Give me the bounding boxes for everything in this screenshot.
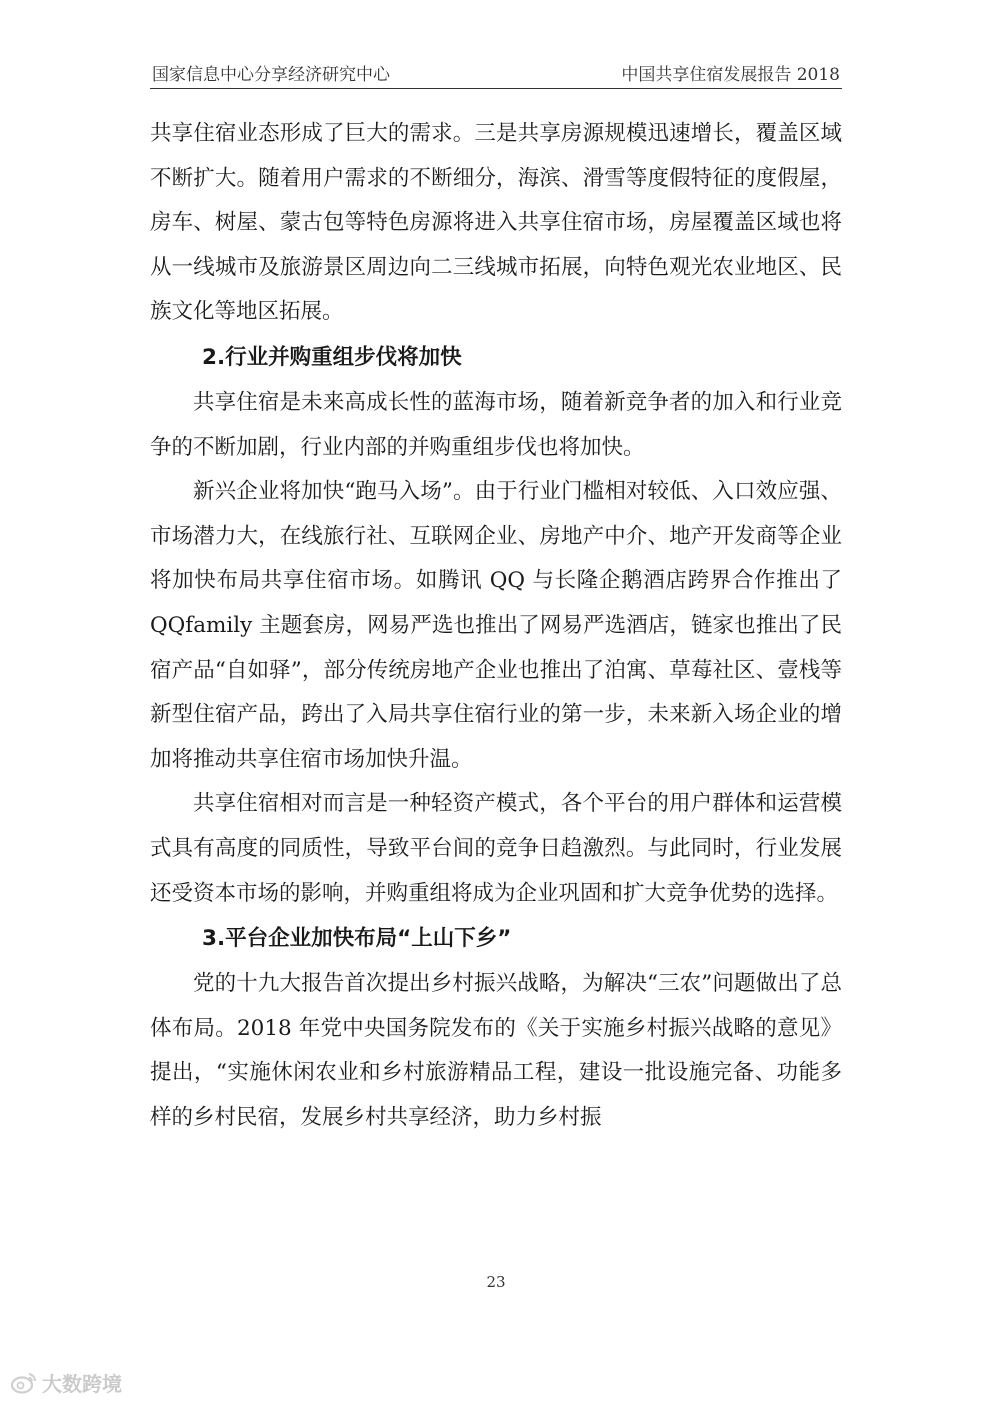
section-heading-2: 2.行业并购重组步伐将加快	[202, 344, 462, 370]
paragraph-5: 党的十九大报告首次提出乡村振兴战略，为解决“三农”问题做出了总体布局。2018 年党中央国务院发布的《关于实施乡村振兴战略的意见》提出，“实施休闲农业和乡村旅游精品工程，建设一批设施完备、功能多样的乡村民宿，发展乡村共享经济，助力乡村振	[150, 971, 842, 1130]
paragraph-4: 共享住宿相对而言是一种轻资产模式，各个平台的用户群体和运营模式具有高度的同质性，导致平台间的竞争日趋激烈。与此同时，行业发展还受资本市场的影响，并购重组将成为企业巩固和扩大竞争优势的选择。	[150, 791, 842, 906]
section-heading-3: 3.平台企业加快布局“上山下乡”	[202, 926, 512, 952]
weibo-logo-icon	[10, 1371, 38, 1395]
watermark-text: 大数跨境	[42, 1372, 122, 1396]
header-org-name: 国家信息中心分享经济研究中心	[152, 65, 390, 85]
page-number: 23	[486, 1273, 506, 1291]
header-report-title: 中国共享住宿发展报告 2018	[621, 65, 840, 85]
watermark	[10, 1368, 122, 1397]
page-header	[150, 58, 842, 89]
page-body	[150, 112, 842, 1140]
paragraph-3: 新兴企业将加快“跑马入场”。由于行业门槛相对较低、入口效应强、市场潜力大，在线旅行社、互联网企业、房地产中介、地产开发商等企业将加快布局共享住宿市场。如腾讯 QQ 与长隆企鹅酒店跨界合作推出了 QQfamily 主题套房，网易严选也推出了网易严选酒店，链家也推出了民宿产品“自如驿”，部分传统房地产企业也推出了泊寓、草莓社区、壹栈等新型住宿产品，跨出了入局共享住宿行业的第一步，未来新入场企业的增加将推动共享住宿市场加快升温。	[150, 479, 842, 772]
paragraph-2: 共享住宿是未来高成长性的蓝海市场，随着新竞争者的加入和行业竞争的不断加剧，行业内部的并购重组步伐也将加快。	[150, 389, 842, 460]
paragraph-1: 共享住宿业态形成了巨大的需求。三是共享房源规模迅速增长，覆盖区域不断扩大。随着用户需求的不断细分，海滨、滑雪等度假特征的度假屋，房车、树屋、蒙古包等特色房源将进入共享住宿市场，房屋覆盖区域也将从一线城市及旅游景区周边向二三线城市拓展，向特色观光农业地区、民族文化等地区拓展。	[150, 121, 842, 325]
